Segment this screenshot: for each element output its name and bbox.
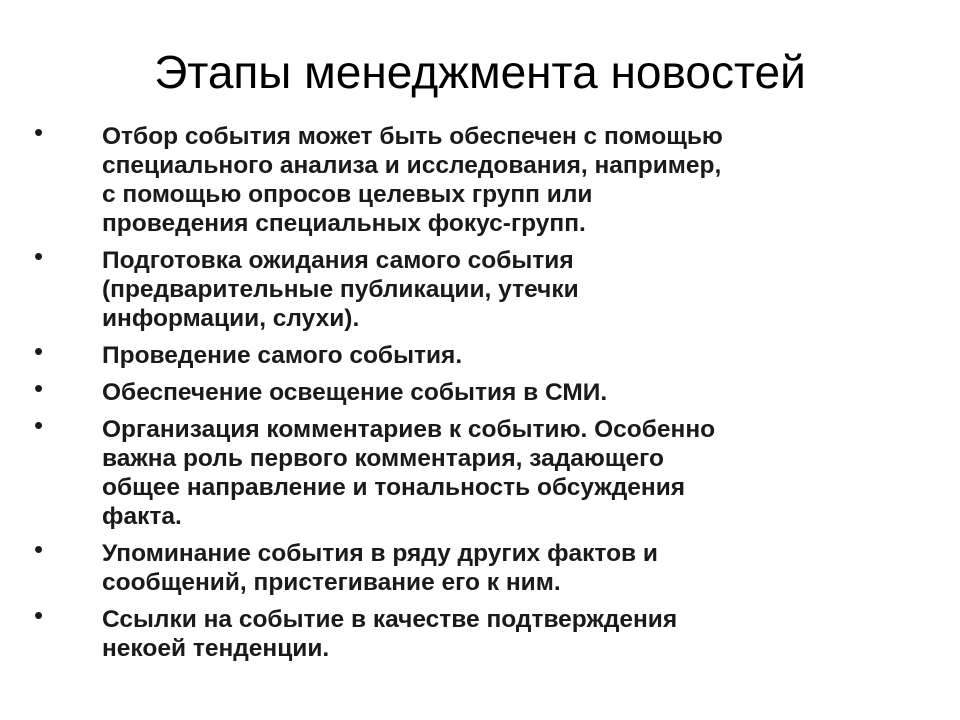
bullet-line: некоей тенденции. [102, 635, 330, 662]
bullet-icon: • [34, 410, 44, 440]
bullet-list [30, 117, 910, 671]
bullet-item [30, 117, 910, 238]
bullet-line: информации, слухи). [102, 305, 360, 332]
bullet-line: Обеспечение освещение события в СМИ. [102, 379, 608, 406]
bullet-icon: • [34, 117, 44, 147]
bullet-line: важна роль первого комментария, задающего [102, 445, 665, 472]
bullet-text [102, 341, 910, 370]
bullet-text [102, 415, 910, 531]
bullet-text [102, 539, 910, 597]
bullet-text [102, 378, 910, 407]
slide-title: Этапы менеджмента новостей [154, 46, 806, 98]
bullet-item [30, 600, 910, 663]
bullet-text [102, 122, 910, 238]
bullet-line: специального анализа и исследования, например, [102, 152, 722, 179]
bullet-text [102, 246, 910, 333]
bullet-icon: • [34, 534, 44, 564]
bullet-line: проведения специальных фокус-групп. [102, 210, 586, 237]
bullet-icon: • [34, 241, 44, 271]
bullet-item [30, 534, 910, 597]
bullet-line: общее направление и тональность обсуждения [102, 474, 686, 501]
bullet-line: Организация комментариев к событию. Особенно [102, 416, 716, 443]
bullet-line: Упоминание события в ряду других фактов и [102, 540, 658, 567]
bullet-text [102, 605, 910, 663]
bullet-item [30, 336, 910, 370]
bullet-line: Отбор события может быть обеспечен с помощью [102, 123, 723, 150]
bullet-line: (предварительные публикации, утечки [102, 276, 579, 303]
bullet-item [30, 410, 910, 531]
bullet-line: сообщений, пристегивание его к ним. [102, 569, 561, 596]
bullet-icon: • [34, 336, 44, 366]
bullet-item [30, 241, 910, 333]
bullet-icon: • [34, 600, 44, 630]
bullet-line: Ссылки на событие в качестве подтверждения [102, 606, 678, 633]
bullet-item [30, 373, 910, 407]
bullet-icon: • [34, 373, 44, 403]
bullet-line: Подготовка ожидания самого события [102, 247, 574, 274]
bullet-line: факта. [102, 503, 182, 530]
bullet-line: Проведение самого события. [102, 342, 463, 369]
bullet-line: с помощью опросов целевых групп или [102, 181, 593, 208]
